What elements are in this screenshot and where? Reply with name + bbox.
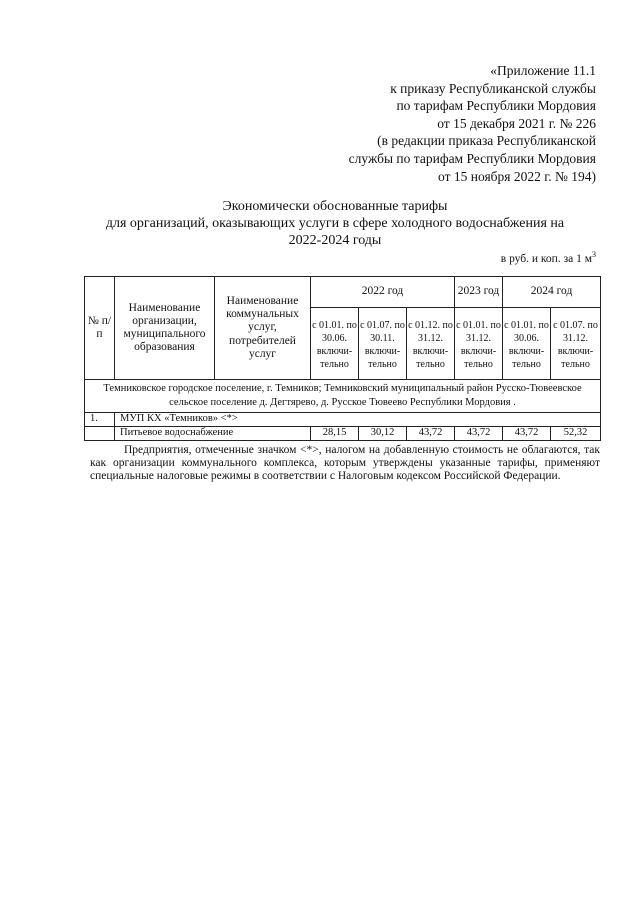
header-organization: Наименование организации, муниципального образования (115, 277, 215, 380)
tariff-value: 30,12 (359, 427, 407, 441)
appendix-header (236, 62, 596, 185)
title-line-3: 2022-2024 годы (288, 232, 382, 248)
appendix-line: от 15 декабря 2021 г. № 226 (437, 115, 596, 131)
appendix-line: службы по тарифам Республики Мордовия (348, 150, 596, 166)
period-header: с 01.01. по 30.06. включи-тельно (311, 308, 359, 380)
tariff-value: 52,32 (551, 427, 601, 441)
tariff-value: 43,72 (503, 427, 551, 441)
header-num: № п/п (85, 277, 115, 380)
header-year-2024: 2024 год (503, 277, 601, 308)
period-header: с 01.01. по 31.12. включи-тельно (455, 308, 503, 380)
document-title (70, 199, 600, 249)
period-header: с 01.12. по 31.12. включи-тельно (407, 308, 455, 380)
tariff-value: 43,72 (407, 427, 455, 441)
tax-note: Предприятия, отмеченные значком <*>, налогом на добавленную стоимость не облагаются, так как организации коммунального комплекса, которым утверждены указанные тарифы, применяют специальные налоговые режимы в соответствии с Налоговым кодексом Российской Федерации. (90, 444, 600, 482)
title-line-1: Экономически обоснованные тарифы (222, 199, 448, 214)
title-line-2: для организаций, оказывающих услуги в сфере холодного водоснабжения на (105, 215, 565, 231)
period-header: с 01.01. по 30.06. включи-тельно (503, 308, 551, 380)
tariff-table (84, 276, 601, 441)
tariff-value: 43,72 (455, 427, 503, 441)
appendix-line: по тарифам Республики Мордовия (396, 98, 596, 114)
period-header: с 01.07. по 30.11. включи-тельно (359, 308, 407, 380)
appendix-line: от 15 ноября 2022 г. № 194) (438, 168, 596, 184)
period-header: с 01.07. по 31.12. включи-тельно (551, 308, 601, 380)
organization-name: МУП КХ «Темников» <*> (115, 413, 601, 427)
header-year-2022: 2022 год (311, 277, 455, 308)
service-name: Питьевое водоснабжение (115, 427, 311, 441)
units-superscript: 3 (592, 250, 596, 259)
territory-row: Темниковское городское поселение, г. Темников; Темниковский муниципальный район Русско-Тювеевское сельское поселение д. Дегтярево, д. Русское Тювеево Республики Мордовия . (85, 380, 601, 413)
appendix-line: «Приложение 11.1 (490, 63, 596, 78)
empty-cell (85, 427, 115, 441)
row-number: 1. (85, 413, 115, 427)
units-label (501, 250, 596, 265)
appendix-line: (в редакции приказа Республиканской (377, 133, 596, 149)
units-text: в руб. и коп. за 1 м (500, 252, 592, 265)
header-year-2023: 2023 год (455, 277, 503, 308)
appendix-line: к приказу Республиканской службы (390, 80, 596, 96)
tariff-value: 28,15 (311, 427, 359, 441)
header-service: Наименование коммунальных услуг, потребителей услуг (215, 277, 311, 380)
